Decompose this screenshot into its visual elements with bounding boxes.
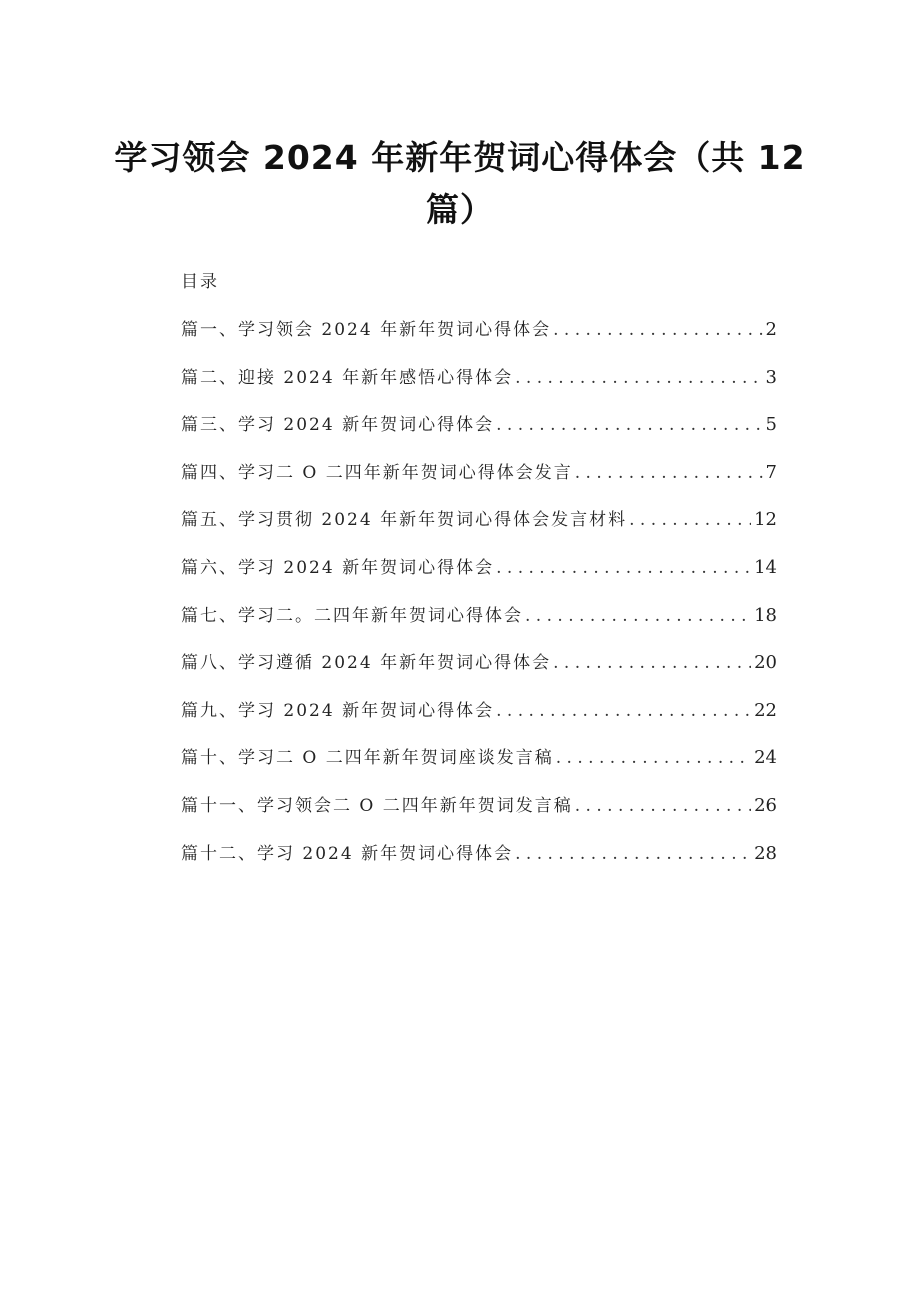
- toc-entry-text: 篇八、学习遵循 2024 年新年贺词心得体会: [181, 653, 552, 674]
- toc-page-number: 14: [754, 556, 777, 578]
- toc-dot-leader: [553, 648, 751, 678]
- toc-entry-1[interactable]: [181, 315, 777, 363]
- toc-dot-leader: [553, 315, 762, 345]
- toc-dot-leader: [575, 791, 751, 821]
- toc-page-number: 5: [765, 414, 777, 436]
- toc-dot-leader: [556, 743, 751, 773]
- toc-page-number: 12: [754, 509, 777, 531]
- toc-entry-10[interactable]: [181, 743, 777, 791]
- toc-entry-5[interactable]: [181, 505, 777, 553]
- toc-dot-leader: [525, 601, 751, 631]
- toc-dot-leader: [575, 458, 763, 488]
- toc-entry-7[interactable]: [181, 601, 777, 649]
- toc-page-number: 18: [754, 604, 777, 626]
- toc-dot-leader: [496, 410, 762, 440]
- toc-page-number: 20: [754, 652, 777, 674]
- toc-entry-12[interactable]: [181, 839, 777, 887]
- toc-entry-9[interactable]: [181, 696, 777, 744]
- toc-entry-2[interactable]: [181, 363, 777, 411]
- toc-entry-text: 篇三、学习 2024 新年贺词心得体会: [181, 415, 495, 436]
- toc-entry-text: 篇十、学习二 O 二四年新年贺词座谈发言稿: [181, 748, 554, 769]
- toc-page-number: 7: [765, 461, 777, 483]
- toc-entry-text: 篇六、学习 2024 新年贺词心得体会: [181, 557, 495, 578]
- toc-entry-text: 篇九、学习 2024 新年贺词心得体会: [181, 700, 495, 721]
- toc-heading: 目录: [181, 272, 219, 292]
- toc-dot-leader: [629, 505, 751, 535]
- toc-entry-11[interactable]: [181, 791, 777, 839]
- document-title: 学习领会 2024 年新年贺词心得体会（共 12 篇）: [114, 138, 806, 229]
- toc-dot-leader: [515, 839, 751, 869]
- toc-entry-text: 篇七、学习二。二四年新年贺词心得体会: [181, 605, 523, 626]
- toc-page-number: 24: [754, 747, 777, 769]
- toc-entry-text: 篇十二、学习 2024 新年贺词心得体会: [181, 843, 514, 864]
- toc-page-number: 2: [765, 319, 777, 340]
- toc-entry-6[interactable]: [181, 553, 777, 601]
- toc-page-number: 3: [765, 366, 777, 388]
- toc-entry-text: 篇十一、学习领会二 O 二四年新年贺词发言稿: [181, 795, 573, 816]
- toc-page-number: 22: [754, 699, 777, 721]
- toc-page-number: 26: [754, 794, 777, 816]
- toc-entry-8[interactable]: [181, 648, 777, 696]
- toc-entry-3[interactable]: [181, 410, 777, 458]
- toc-entry-4[interactable]: [181, 458, 777, 506]
- toc-dot-leader: [515, 363, 762, 393]
- table-of-contents: [181, 315, 777, 886]
- toc-entry-text: 篇五、学习贯彻 2024 年新年贺词心得体会发言材料: [181, 510, 628, 531]
- toc-dot-leader: [496, 696, 751, 726]
- toc-entry-text: 篇二、迎接 2024 年新年感悟心得体会: [181, 367, 514, 388]
- toc-entry-text: 篇四、学习二 O 二四年新年贺词心得体会发言: [181, 462, 573, 483]
- toc-entry-text: 篇一、学习领会 2024 年新年贺词心得体会: [181, 320, 552, 340]
- toc-dot-leader: [496, 553, 751, 583]
- toc-page-number: 28: [754, 842, 777, 864]
